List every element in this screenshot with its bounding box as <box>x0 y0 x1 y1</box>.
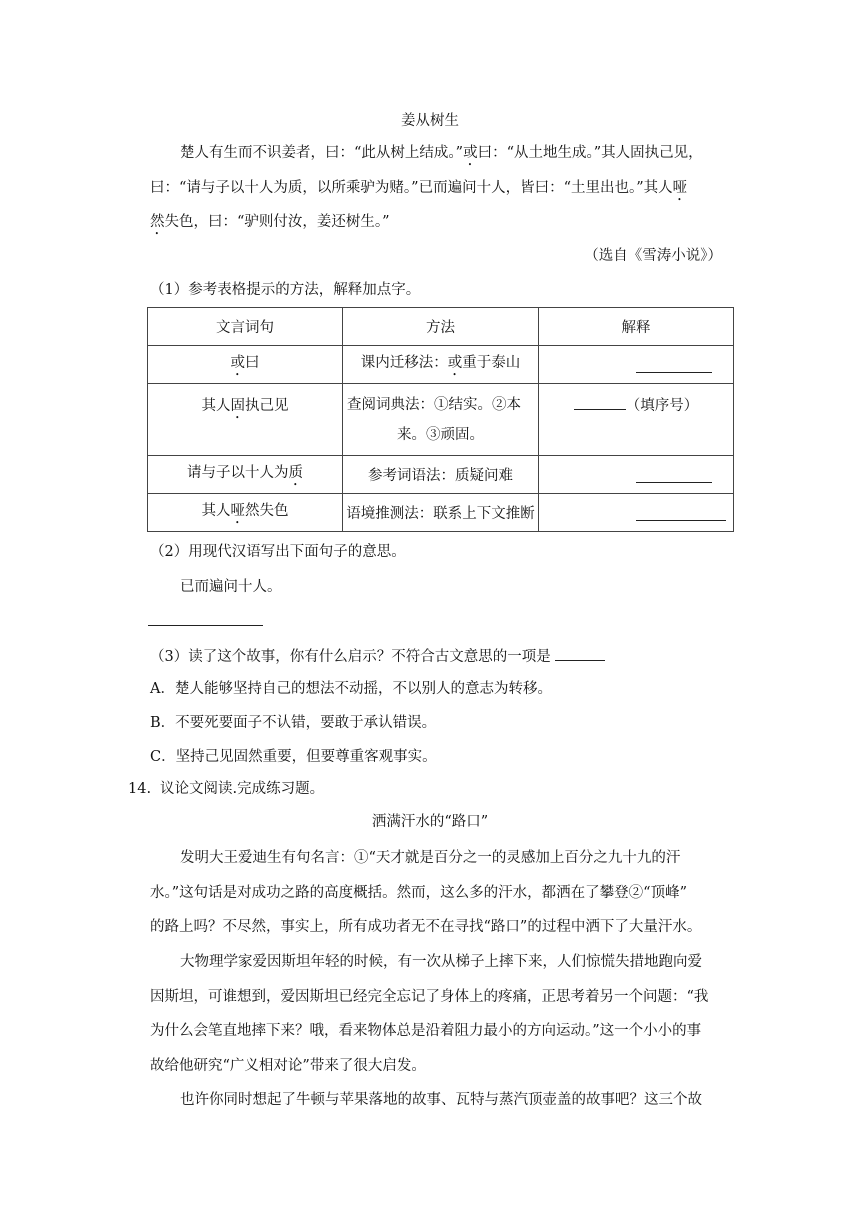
essay-line: 的路上吗？不尽然，事实上，所有成功者无不在寻找“路口”的过程中洒下了大量汗水。 <box>150 919 702 935</box>
table-row <box>148 494 734 532</box>
q2-sentence: 已而遍问十人。 <box>180 579 282 595</box>
essay-line: 发明大王爱迪生有句名言：①“天才就是百分之一的灵感加上百分之九十九的汗 <box>180 850 681 866</box>
header-answer: 解释 <box>539 308 734 346</box>
q3-option-b[interactable]: B．不要死要面子不认错，要敢于承认错误。 <box>150 715 437 731</box>
method-cell: 语境推测法：联系上下文推断 <box>343 494 539 532</box>
passage-line-1: 楚人有生而不识姜者，曰：“此从树上结成。”或曰：“从土地生成。”其人固执己见， <box>180 145 703 161</box>
essay-line: 水。”这句话是对成功之路的高度概括。然而，这么多的汗水，都洒在了攀登②“顶峰” <box>150 885 687 901</box>
passage-line-3: 然失色，曰：“驴则付汝，姜还树生。” <box>150 214 390 230</box>
q1-prompt: （1）参考表格提示的方法，解释加点字。 <box>150 282 421 298</box>
q14-number: 14. <box>128 781 152 797</box>
q14-title: 洒满汗水的“路口” <box>371 814 489 830</box>
header-phrase: 文言词句 <box>148 308 343 346</box>
table-row <box>148 384 734 456</box>
phrase-cell: 请与子以十人为质 <box>148 456 343 494</box>
dotted-char-ran: 然 <box>150 214 165 230</box>
vocab-table <box>147 307 734 532</box>
dotted-char-huo: 或 <box>463 145 478 161</box>
phrase-cell: 其人哑然失色 <box>148 494 343 532</box>
essay-line: 故给他研究“广义相对论”带来了很大启发。 <box>150 1058 426 1074</box>
answer-cell[interactable] <box>539 494 734 532</box>
passage-line-2: 曰：“请与子以十人为质，以所乘驴为赌。”已而遍问十人，皆曰：“土里出也。”其人哑 <box>150 180 688 196</box>
q2-answer-line[interactable] <box>148 625 263 626</box>
q14-prompt: 议论文阅读.完成练习题。 <box>160 781 325 797</box>
method-cell: 课内迁移法：或重于泰山 <box>343 346 539 384</box>
q3-prompt: （3）读了这个故事，你有什么启示？不符合古文意思的一项是 <box>150 648 605 665</box>
answer-cell[interactable] <box>539 346 734 384</box>
essay-line: 为什么会笔直地摔下来？哦，看来物体总是沿着阻力最小的方向运动。”这一个小小的事 <box>150 1023 702 1039</box>
essay-line: 也许你同时想起了牛顿与苹果落地的故事、瓦特与蒸汽顶壶盖的故事吧？这三个故 <box>180 1092 702 1108</box>
q3-option-c[interactable]: C．坚持己见固然重要，但要尊重客观事实。 <box>150 749 437 765</box>
header-method: 方法 <box>343 308 539 346</box>
essay-line: 因斯坦，可谁想到，爱因斯坦已经完全忘记了身体上的疼痛，正思考着另一个问题：“我 <box>150 989 709 1005</box>
method-cell: 查阅词典法：①结实。②本 来。③顽固。 <box>343 384 539 456</box>
phrase-cell: 或曰 <box>148 346 343 384</box>
passage-title: 姜从树生 <box>401 113 459 129</box>
essay-line: 大物理学家爱因斯坦年轻的时候，有一次从梯子上摔下来，人们惊慌失措地跑向爱 <box>180 954 702 970</box>
answer-cell[interactable]: （填序号） <box>539 384 734 456</box>
phrase-cell: 其人固执己见 <box>148 384 343 456</box>
method-cell: 参考词语法：质疑问难 <box>343 456 539 494</box>
table-header-row <box>148 308 734 346</box>
table-row <box>148 456 734 494</box>
q3-answer-blank[interactable] <box>555 648 605 661</box>
q3-option-a[interactable]: A．楚人能够坚持自己的想法不动摇，不以别人的意志为转移。 <box>150 681 552 697</box>
passage-source: （选自《雪涛小说》） <box>584 248 722 264</box>
table-row <box>148 346 734 384</box>
q2-prompt: （2）用现代汉语写出下面句子的意思。 <box>150 544 406 560</box>
dotted-char-ya: 哑 <box>672 180 688 196</box>
answer-cell[interactable] <box>539 456 734 494</box>
